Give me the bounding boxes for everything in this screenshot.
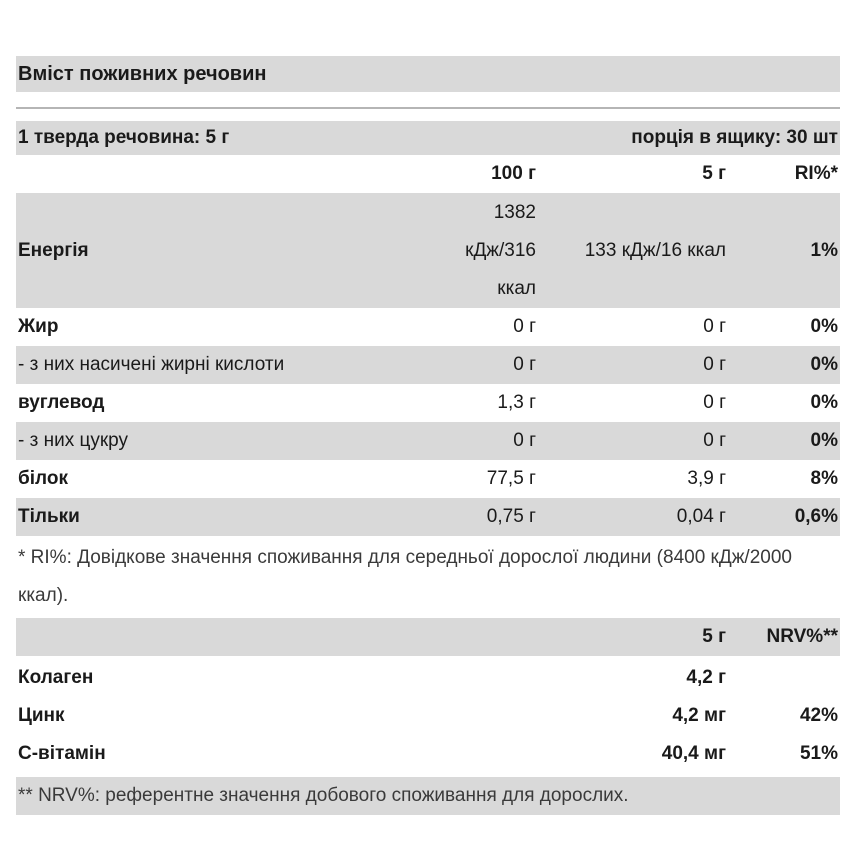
vitamins-header-row (16, 618, 840, 656)
nrv-footnote: ** NRV%: референтне значення добового споживання для дорослих. (16, 777, 840, 815)
energy-per100: 1382 кДж/316 ккал (465, 201, 536, 299)
table-row: С-вітамін 40,4 мг 51% (18, 743, 838, 764)
energy-label: Енергія (18, 239, 89, 261)
ri-footnote: * RI%: Довідкове значення споживання для середньої дорослої людини (8400 кДж/2000 ккал). (18, 547, 792, 606)
serving-size: 1 тверда речовина: 5 г (18, 127, 230, 148)
table-row: Жир 0 г 0 г 0% (18, 316, 838, 337)
header-amount: 5 г (702, 626, 726, 647)
header-per-serving: 5 г (702, 163, 726, 184)
table-title: Вміст поживних речовин (16, 56, 840, 92)
header-per100: 100 г (491, 163, 536, 184)
table-row: - з них цукру 0 г 0 г 0% (16, 422, 840, 460)
table-row: Цинк 4,2 мг 42% (18, 705, 838, 726)
nutrition-header-row (16, 155, 840, 193)
title-divider (16, 92, 840, 109)
energy-ri: 1% (810, 239, 838, 261)
table-row: вуглевод 1,3 г 0 г 0% (18, 392, 838, 413)
energy-row (16, 193, 840, 308)
table-row: - з них насичені жирні кислоти 0 г 0 г 0% (16, 346, 840, 384)
table-row: Колаген 4,2 г (18, 667, 726, 688)
servings-per-box: порція в ящику: 30 шт (631, 127, 838, 148)
serving-info (16, 121, 840, 155)
table-row: Тільки 0,75 г 0,04 г 0,6% (16, 498, 840, 536)
header-nrv: NRV%** (766, 626, 838, 647)
table-row: білок 77,5 г 3,9 г 8% (18, 468, 838, 489)
header-ri: RI%* (794, 163, 838, 184)
energy-per-serving: 133 кДж/16 ккал (584, 239, 726, 261)
nutrition-table (16, 56, 840, 815)
